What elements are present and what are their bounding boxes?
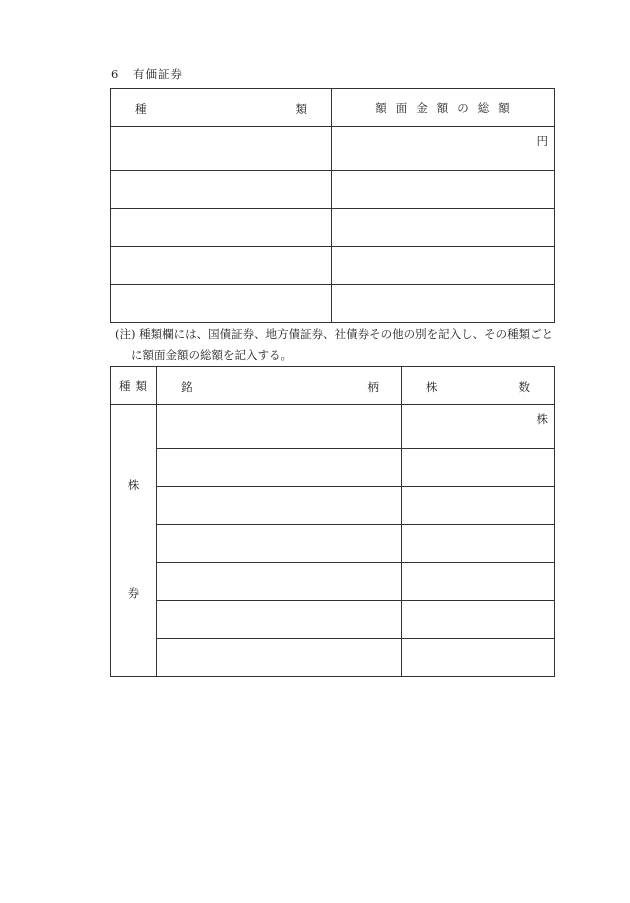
table-row [111,563,555,601]
brand-cell[interactable] [157,639,402,677]
brand-cell[interactable] [157,487,402,525]
brand-cell[interactable] [157,601,402,639]
shares-cell-unit[interactable]: 株 [402,405,555,449]
table-row [111,601,555,639]
shares-cell[interactable] [402,449,555,487]
table-row [111,449,555,487]
category-label-top: 株 [127,478,140,492]
header-kind-right: 類 [295,102,307,116]
header-brand-right: 柄 [367,380,379,394]
table-row [111,247,555,285]
table-header-row [111,367,555,405]
table-row [111,405,555,449]
brand-cell[interactable] [157,525,402,563]
note-text [115,324,575,366]
brand-cell[interactable] [157,563,402,601]
note-line-2: に額面金額の総額を記入する。 [131,348,292,362]
table-header-row [111,89,555,127]
securities-face-value-table [110,88,555,323]
header-brand-left: 銘 [181,380,193,394]
category-stock-certificates [111,405,157,677]
header-kind [111,89,332,127]
kind-cell[interactable] [111,171,332,209]
amount-cell[interactable] [332,209,555,247]
header-kind: 種類 [111,367,157,405]
table-row [111,209,555,247]
amount-cell[interactable] [332,247,555,285]
category-label-bottom: 券 [127,586,140,600]
table-row [111,171,555,209]
table-row [111,487,555,525]
amount-cell[interactable] [332,171,555,209]
header-total-face-value: 額面金額の総額 [332,89,555,127]
table-row [111,525,555,563]
note-line-1: (注) 種類欄には、国債証券、地方債証券、社債券その他の別を記入し、その種類ごと [115,327,554,341]
brand-cell[interactable] [157,405,402,449]
brand-cell[interactable] [157,449,402,487]
shares-cell[interactable] [402,563,555,601]
table-row [111,127,555,171]
header-kind-left: 種 [135,102,147,116]
kind-cell[interactable] [111,127,332,171]
header-shares-right: 数 [518,380,530,394]
shares-cell[interactable] [402,639,555,677]
stock-certificates-table [110,366,555,677]
section-number: 6 [111,67,120,81]
table-row [111,639,555,677]
header-shares [402,367,555,405]
shares-cell[interactable] [402,525,555,563]
table-row [111,285,555,323]
shares-cell[interactable] [402,601,555,639]
section-title: 有価証券 [133,67,183,81]
kind-cell[interactable] [111,247,332,285]
section-heading [111,66,183,82]
amount-cell[interactable] [332,285,555,323]
header-shares-left: 株 [426,380,438,394]
header-brand [157,367,402,405]
kind-cell[interactable] [111,285,332,323]
shares-cell[interactable] [402,487,555,525]
kind-cell[interactable] [111,209,332,247]
amount-cell-unit[interactable]: 円 [332,127,555,171]
